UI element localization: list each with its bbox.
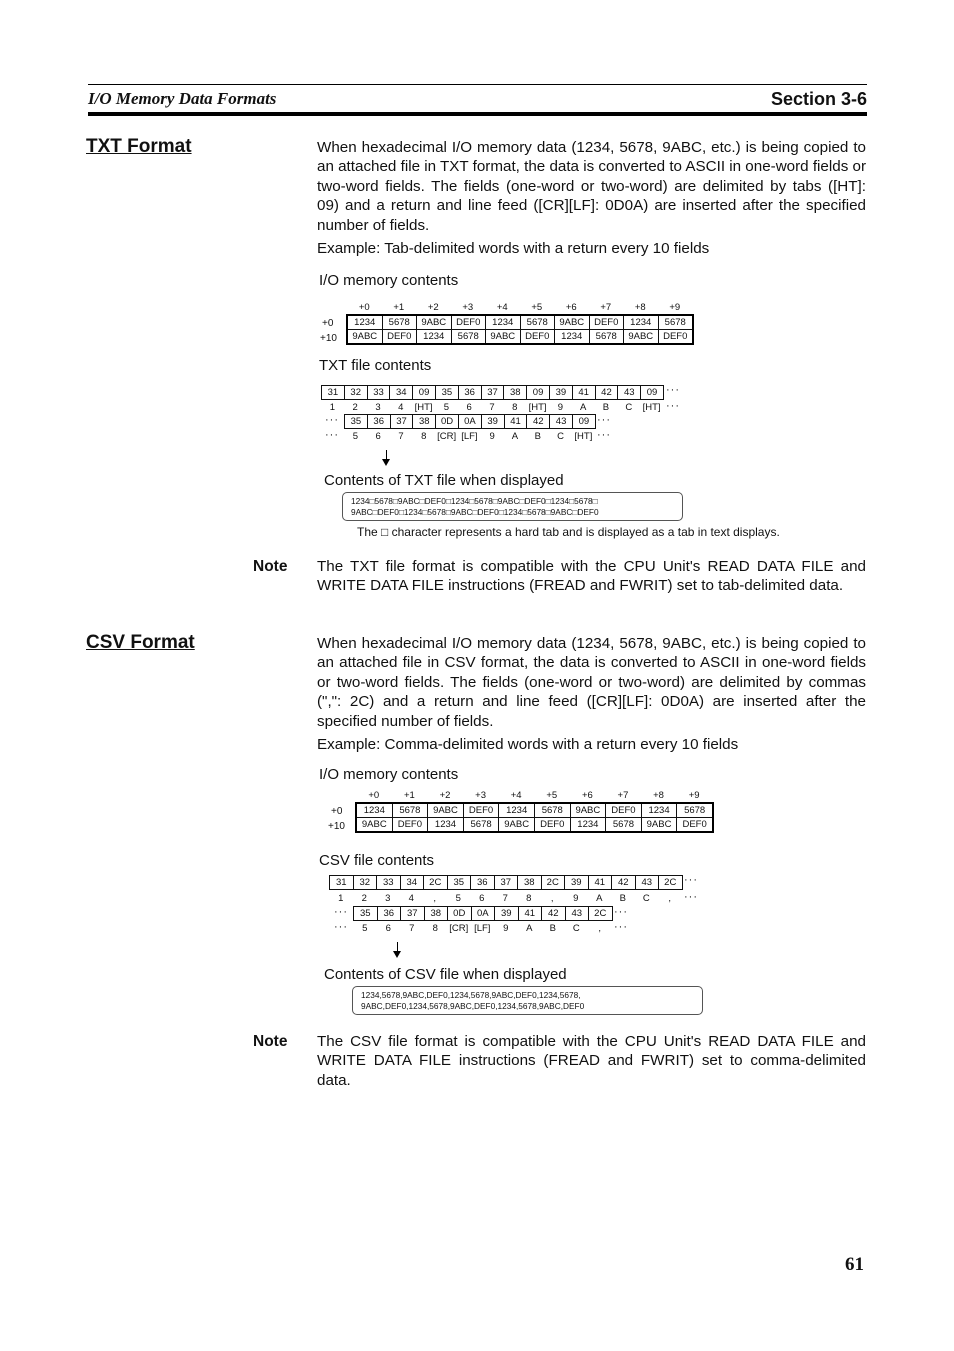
memory-cell: 1234 xyxy=(356,803,392,818)
memory-cell: 1234 xyxy=(570,818,606,833)
memory-cell: DEF0 xyxy=(520,330,555,345)
file-byte-cell: 43 xyxy=(618,386,641,400)
memory-row xyxy=(356,803,713,818)
file-char-label: 7 xyxy=(398,431,404,442)
page-number: 61 xyxy=(845,1254,864,1275)
txt-display-box xyxy=(342,492,683,521)
ellipsis: ··· xyxy=(666,400,680,412)
column-offset-label: +2 xyxy=(439,790,451,801)
memory-cell: 1234 xyxy=(555,330,590,345)
column-offset-label: +6 xyxy=(565,302,577,313)
ellipsis: ··· xyxy=(666,384,680,396)
csv-file-char-row xyxy=(353,923,612,934)
file-byte-cell: 0D xyxy=(436,415,459,429)
column-offset-label: +1 xyxy=(403,790,415,801)
csv-memory-caption: I/O memory contents xyxy=(319,766,459,783)
memory-cell: DEF0 xyxy=(589,315,624,330)
txt-display-caption: Contents of TXT file when displayed xyxy=(324,472,564,489)
file-char-label: 2 xyxy=(361,893,367,904)
memory-row xyxy=(356,818,713,833)
file-char-label: A xyxy=(511,431,519,442)
file-byte-cell: 38 xyxy=(424,907,448,921)
file-char-label: , xyxy=(598,923,602,934)
column-offset-label: +8 xyxy=(634,302,646,313)
txt-file-hex-row xyxy=(344,414,596,429)
memory-cell: 9ABC xyxy=(570,803,606,818)
file-byte-cell: 36 xyxy=(377,907,401,921)
txt-memory-row-offset: +10 xyxy=(320,333,337,344)
txt-memory-row-offset: +0 xyxy=(322,318,334,329)
file-byte-cell: 41 xyxy=(518,907,542,921)
txt-memory-column-offsets xyxy=(347,302,692,313)
file-char-label: 6 xyxy=(479,893,485,904)
ellipsis: ··· xyxy=(614,921,628,933)
memory-cell: 1234 xyxy=(624,315,659,330)
memory-cell: 5678 xyxy=(392,803,428,818)
memory-cell: 5678 xyxy=(606,818,642,833)
file-byte-cell: 32 xyxy=(353,876,377,890)
file-byte-cell: 41 xyxy=(588,876,612,890)
file-byte-cell: 09 xyxy=(641,386,664,400)
file-char-label: 8 xyxy=(512,402,518,413)
file-byte-cell: 38 xyxy=(518,876,542,890)
memory-cell: DEF0 xyxy=(392,818,428,833)
csv-file-hex-row xyxy=(329,875,683,890)
file-byte-cell: 39 xyxy=(549,386,572,400)
csv-display-line: 9ABC,DEF0,1234,5678,9ABC,DEF0,1234,5678,9ABC,DEF0 xyxy=(361,1001,585,1011)
memory-cell: DEF0 xyxy=(677,818,713,833)
file-byte-cell: 09 xyxy=(413,386,436,400)
memory-cell: 1234 xyxy=(417,330,452,345)
memory-cell: 9ABC xyxy=(641,818,677,833)
file-byte-cell: 37 xyxy=(401,907,425,921)
column-offset-label: +2 xyxy=(427,302,439,313)
file-byte-cell: 36 xyxy=(471,876,495,890)
memory-cell: 1234 xyxy=(499,803,535,818)
memory-cell: 9ABC xyxy=(417,315,452,330)
file-byte-cell: 35 xyxy=(354,907,378,921)
column-offset-label: +5 xyxy=(531,302,543,313)
file-byte-cell: 38 xyxy=(504,386,527,400)
file-char-label: 5 xyxy=(362,923,368,934)
file-byte-cell: 37 xyxy=(494,876,518,890)
csv-display-line: 1234,5678,9ABC,DEF0,1234,5678,9ABC,DEF0,1234,5678, xyxy=(361,990,581,1000)
file-char-label: B xyxy=(602,402,610,413)
csv-memory-column-offsets xyxy=(356,790,712,801)
file-byte-cell: 42 xyxy=(542,907,566,921)
csv-format-heading: CSV Format xyxy=(86,632,195,653)
file-byte-cell: 34 xyxy=(390,386,413,400)
memory-cell: 5678 xyxy=(534,803,570,818)
column-offset-label: +4 xyxy=(510,790,522,801)
memory-cell: 5678 xyxy=(520,315,555,330)
memory-cell: 5678 xyxy=(463,818,499,833)
column-offset-label: +6 xyxy=(581,790,593,801)
file-byte-cell: 35 xyxy=(447,876,471,890)
file-char-label: 6 xyxy=(466,402,472,413)
file-byte-cell: 42 xyxy=(595,386,618,400)
memory-cell: 1234 xyxy=(347,315,382,330)
file-char-label: C xyxy=(557,431,564,442)
column-offset-label: +0 xyxy=(358,302,370,313)
memory-cell: DEF0 xyxy=(382,330,417,345)
csv-memory-row-offset: +0 xyxy=(331,806,343,817)
ellipsis: ··· xyxy=(325,414,339,426)
column-offset-label: +4 xyxy=(496,302,508,313)
txt-display-line: 9ABC□DEF0□1234□5678□9ABC□DEF0□1234□5678□9ABC□DEF0 xyxy=(351,507,599,517)
file-char-label: 3 xyxy=(375,402,381,413)
file-byte-cell: 2C xyxy=(424,876,448,890)
memory-cell: 9ABC xyxy=(347,330,382,345)
txt-footnote: The □ character represents a hard tab and is displayed as a tab in text displays. xyxy=(357,525,780,539)
file-char-label: 5 xyxy=(455,893,461,904)
memory-cell: DEF0 xyxy=(606,803,642,818)
file-byte-cell: 31 xyxy=(322,386,345,400)
file-byte-cell: 34 xyxy=(400,876,424,890)
column-offset-label: +9 xyxy=(669,302,681,313)
file-byte-cell: 43 xyxy=(565,907,589,921)
file-char-label: 7 xyxy=(489,402,495,413)
file-byte-cell: 43 xyxy=(550,415,573,429)
memory-cell: DEF0 xyxy=(534,818,570,833)
down-arrow-icon xyxy=(382,459,390,466)
file-byte-cell: 41 xyxy=(572,386,595,400)
ellipsis: ··· xyxy=(614,906,628,918)
file-char-label: C xyxy=(572,923,580,934)
file-char-label: 5 xyxy=(443,402,450,413)
csv-example-line: Example: Comma-delimited words with a return every 10 fields xyxy=(317,736,739,753)
txt-file-char-row xyxy=(344,431,595,442)
file-char-label: 8 xyxy=(421,431,427,442)
csv-note-text: The CSV file format is compatible with the CPU Unit's READ DATA FILE and WRITE DATA FILE instructions (FREAD and FWRIT) set to comma-delimited data. xyxy=(317,1033,866,1089)
txt-intro-paragraph: When hexadecimal I/O memory data (1234, 5678, 9ABC, etc.) is being copied to an attached file in TXT format, the data is converted to ASCII in one-word fields or two-word fields. The fields (one-word or two-word) are delimited by tabs ([HT]: 09) and a return and line feed ([CR][LF]: 0D0A) are inserted after the specified number of fields. xyxy=(317,139,867,234)
memory-cell: DEF0 xyxy=(451,315,486,330)
column-offset-label: +5 xyxy=(546,790,558,801)
file-byte-cell: 09 xyxy=(527,386,550,400)
running-header-title: I/O Memory Data Formats xyxy=(88,89,277,108)
column-offset-label: +8 xyxy=(653,790,664,801)
csv-memory-table xyxy=(355,802,714,833)
file-byte-cell: 43 xyxy=(635,876,659,890)
column-offset-label: +1 xyxy=(393,302,405,313)
file-char-label: A xyxy=(526,923,533,934)
file-char-label: A xyxy=(579,402,587,413)
txt-file-char-row xyxy=(321,402,663,413)
file-char-label: B xyxy=(534,431,541,442)
file-byte-cell: 35 xyxy=(345,415,368,429)
file-char-label: 7 xyxy=(502,893,508,904)
txt-example-line: Example: Tab-delimited words with a return every 10 fields xyxy=(317,240,710,257)
file-char-label: B xyxy=(619,893,626,904)
file-char-label: A xyxy=(596,893,603,904)
txt-note-label: Note xyxy=(253,558,288,575)
header-top-rule xyxy=(88,84,867,85)
csv-memory-row-offset: +10 xyxy=(328,821,345,832)
file-char-label: 9 xyxy=(573,893,579,904)
ellipsis: ··· xyxy=(334,906,348,918)
txt-file-caption: TXT file contents xyxy=(319,357,432,374)
file-byte-cell: 37 xyxy=(481,386,504,400)
memory-cell: 1234 xyxy=(486,315,521,330)
file-char-label: C xyxy=(625,402,633,413)
file-byte-cell: 39 xyxy=(481,415,504,429)
file-byte-cell: 0A xyxy=(458,415,481,429)
file-char-label: 9 xyxy=(503,923,509,934)
file-byte-cell: 39 xyxy=(565,876,589,890)
file-byte-cell: 42 xyxy=(612,876,636,890)
file-byte-cell: 39 xyxy=(495,907,519,921)
file-byte-cell: 38 xyxy=(413,415,436,429)
ellipsis: ··· xyxy=(684,874,698,886)
csv-note-label: Note xyxy=(253,1033,288,1050)
file-char-label: 4 xyxy=(408,893,414,904)
file-char-label: 7 xyxy=(409,923,415,934)
file-byte-cell: 35 xyxy=(435,386,458,400)
memory-cell: 9ABC xyxy=(356,818,392,833)
file-char-label: 9 xyxy=(557,402,564,413)
memory-cell: 9ABC xyxy=(486,330,521,345)
file-byte-cell: 2C xyxy=(541,876,565,890)
column-offset-label: +0 xyxy=(368,790,380,801)
csv-intro-paragraph: When hexadecimal I/O memory data (1234, 5678, 9ABC, etc.) is being copied to an attached file in CSV format, the data is converted to ASCII in one-word fields or two-word fields. The fields (one-word or two-word) are delimited by commas (",": 2C) and a return and line feed ([CR][LF]: 0D0A) are inserted after the specified number of fields. xyxy=(317,635,866,730)
file-byte-cell: 2C xyxy=(659,876,683,890)
csv-file-hex-row xyxy=(353,906,613,921)
file-char-label: [LF] xyxy=(474,923,491,934)
file-byte-cell: 33 xyxy=(367,386,390,400)
file-char-label: 4 xyxy=(398,402,404,413)
file-byte-cell: 36 xyxy=(367,415,390,429)
header-bottom-rule xyxy=(88,112,867,116)
column-offset-label: +3 xyxy=(462,302,474,313)
memory-cell: 5678 xyxy=(658,315,693,330)
file-byte-cell: 0A xyxy=(471,907,495,921)
file-char-label: 6 xyxy=(385,923,391,934)
file-char-label: [HT] xyxy=(574,431,593,442)
csv-display-caption: Contents of CSV file when displayed xyxy=(324,966,567,983)
memory-cell: 5678 xyxy=(451,330,486,345)
memory-cell: 5678 xyxy=(589,330,624,345)
down-arrow-icon xyxy=(393,951,401,958)
memory-row xyxy=(347,330,693,345)
file-char-label: 8 xyxy=(526,893,532,904)
txt-memory-caption: I/O memory contents xyxy=(319,272,459,289)
column-offset-label: +9 xyxy=(688,790,700,801)
file-char-label: 2 xyxy=(352,402,358,413)
file-byte-cell: 36 xyxy=(458,386,481,400)
ellipsis: ··· xyxy=(684,891,698,903)
file-char-label: [HT] xyxy=(528,402,547,413)
memory-cell: 9ABC xyxy=(555,315,590,330)
ellipsis: ··· xyxy=(597,414,611,426)
file-char-label: C xyxy=(642,893,650,904)
file-char-label: [LF] xyxy=(461,431,478,442)
memory-cell: DEF0 xyxy=(658,330,693,345)
txt-memory-table xyxy=(346,314,694,345)
file-char-label: [CR] xyxy=(437,431,457,442)
memory-cell: 9ABC xyxy=(428,803,464,818)
file-char-label: 1 xyxy=(338,893,344,904)
file-byte-cell: 42 xyxy=(527,415,550,429)
memory-cell: 9ABC xyxy=(499,818,535,833)
file-byte-cell: 2C xyxy=(589,907,613,921)
file-char-label: 3 xyxy=(385,893,391,904)
file-char-label: 6 xyxy=(375,431,381,442)
memory-row xyxy=(347,315,693,330)
file-char-label: B xyxy=(549,923,556,934)
ellipsis: ··· xyxy=(325,429,339,441)
file-byte-cell: 0D xyxy=(448,907,472,921)
csv-display-box xyxy=(352,986,703,1015)
file-char-label: 5 xyxy=(352,431,359,442)
memory-cell: DEF0 xyxy=(463,803,499,818)
file-byte-cell: 32 xyxy=(344,386,367,400)
file-byte-cell: 41 xyxy=(504,415,527,429)
txt-note-text: The TXT file format is compatible with the CPU Unit's READ DATA FILE and WRITE DATA FILE instructions (FREAD and FWRIT) set to tab-delimited data. xyxy=(317,558,866,595)
file-byte-cell: 31 xyxy=(330,876,354,890)
csv-file-caption: CSV file contents xyxy=(319,852,435,869)
csv-file-char-row xyxy=(329,893,682,904)
column-offset-label: +3 xyxy=(475,790,486,801)
memory-cell: 9ABC xyxy=(624,330,659,345)
column-offset-label: +7 xyxy=(600,302,612,313)
file-byte-cell: 37 xyxy=(390,415,413,429)
memory-cell: 1234 xyxy=(641,803,677,818)
ellipsis: ··· xyxy=(597,429,611,441)
running-header-section: Section 3-6 xyxy=(770,89,867,109)
file-char-label: , xyxy=(550,893,554,904)
file-byte-cell: 33 xyxy=(377,876,401,890)
file-char-label: [CR] xyxy=(449,923,469,934)
ellipsis: ··· xyxy=(334,921,348,933)
file-char-label: [HT] xyxy=(414,402,433,413)
memory-cell: 5678 xyxy=(382,315,417,330)
file-byte-cell: 09 xyxy=(572,415,595,429)
txt-display-line: 1234□5678□9ABC□DEF0□1234□5678□9ABC□DEF0□1234□5678□ xyxy=(351,496,598,506)
file-char-label: , xyxy=(433,893,437,904)
txt-format-heading: TXT Format xyxy=(86,136,192,157)
file-char-label: 9 xyxy=(489,431,495,442)
column-offset-label: +7 xyxy=(617,790,629,801)
file-char-label: , xyxy=(668,893,672,904)
memory-cell: 1234 xyxy=(428,818,464,833)
file-char-label: [HT] xyxy=(642,402,661,413)
txt-file-hex-row xyxy=(321,385,664,400)
file-char-label: 1 xyxy=(329,402,336,413)
file-char-label: 8 xyxy=(432,923,438,934)
memory-cell: 5678 xyxy=(677,803,713,818)
